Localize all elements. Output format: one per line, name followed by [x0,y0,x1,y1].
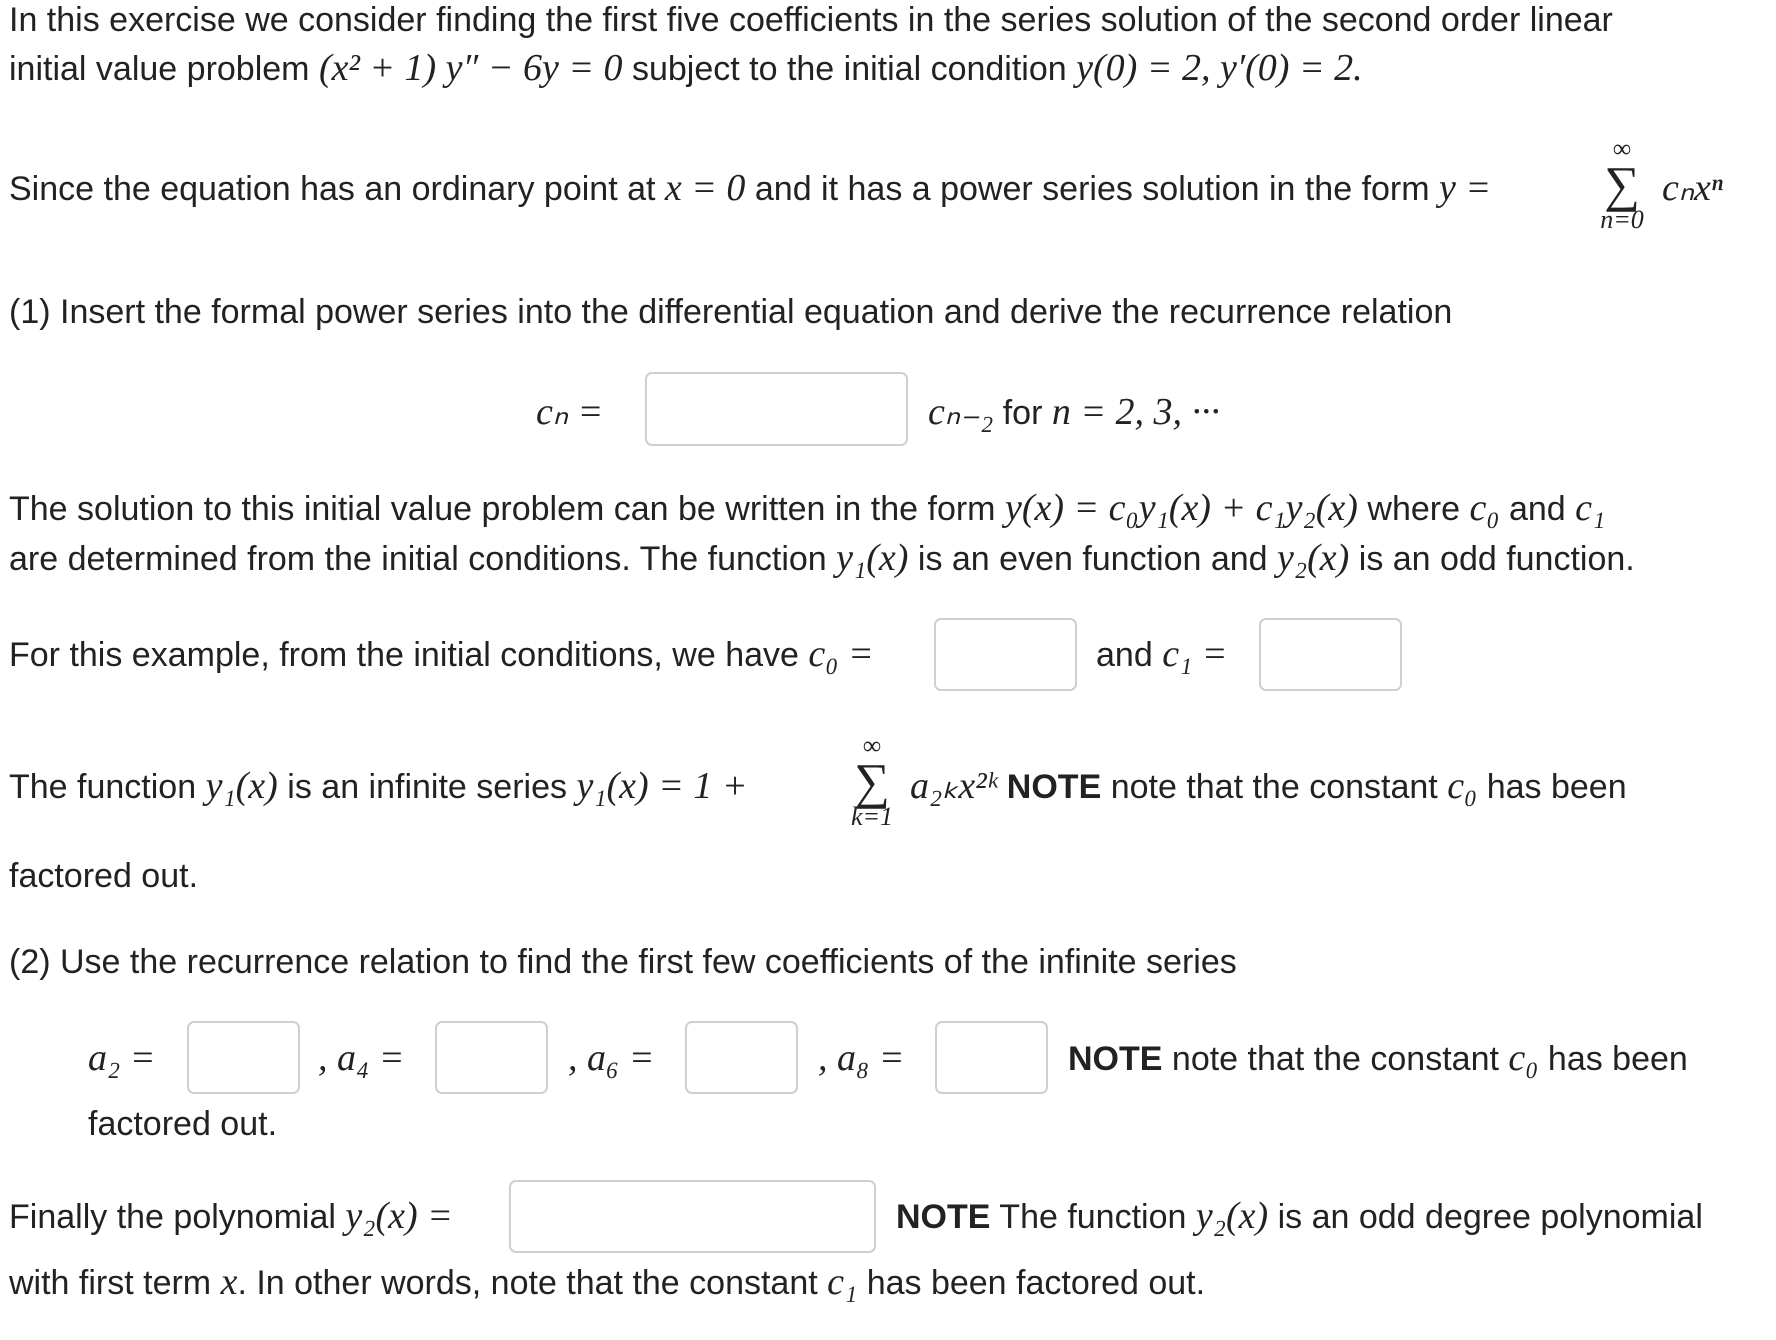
y1-text-b: is an infinite series [287,768,567,806]
y1-sum-lower: k=1 [850,802,894,831]
y1-summand: a₂ₖx²ᵏ [910,765,998,807]
constants-line [9,634,874,675]
a4-label: , a₄ = [318,1037,405,1079]
series-sum-symbol [1592,136,1652,234]
y1-sum-symbol [842,733,902,831]
constants-text: For this example, from the initial conditions, we have [9,636,799,674]
y1-summand-note [910,766,1627,807]
y2-note-text-a: The function [999,1198,1187,1236]
solution-form: y(x) = c₀y₁(x) + c₁y₂(x) [1004,487,1358,529]
c1-label: c₁ = [1162,633,1228,675]
recurrence-rhs: cₙ₋₂ [928,391,994,433]
solution-text-2c: is an odd function. [1358,540,1635,578]
y2-lhs: y₂(x) = [345,1195,453,1237]
a4-input[interactable] [435,1021,548,1094]
intro-text-2b: subject to the initial condition [631,50,1067,88]
y2-note-label: NOTE [896,1198,991,1236]
part2-instruction-text: (2) Use the recurrence relation to find the first few coefficients of the infinite series [9,943,1237,981]
solution-text-1a: The solution to this initial value problem can be written in the form [9,490,996,528]
solution-form-line-2 [9,538,1635,579]
intro-text-1: In this exercise we consider finding the first five coefficients in the series solution of the second order linear [9,1,1613,39]
y2-line2-c1: c₁ [827,1261,858,1303]
ordinary-point: x = 0 [664,167,746,209]
y1-note-label: NOTE [1006,768,1102,806]
ode-equation: (x² + 1) y″ − 6y = 0 [318,47,623,89]
part1-instruction [9,292,1452,332]
a8-label: , a₈ = [818,1037,905,1079]
y1-factored-line [9,856,198,896]
recurrence-for: for [1002,394,1043,432]
intro-line-1 [9,0,1613,40]
ordinary-text-b: and it has a power series solution in the form [754,170,1430,208]
y1-sum-upper: ∞ [862,731,882,760]
c1-input[interactable] [1259,618,1402,691]
y2-text-a: Finally the polynomial [9,1198,336,1236]
part2-note-c0: c₀ [1508,1037,1539,1079]
ordinary-text-a: Since the equation has an ordinary point at [9,170,656,208]
a6-input[interactable] [685,1021,798,1094]
intro-text-2a: initial value problem [9,50,310,88]
part2-note [1068,1038,1688,1079]
solution-c0: c₀ [1469,487,1500,529]
solution-form-line-1 [9,488,1605,529]
solution-text-2b: is an even function and [917,540,1268,578]
a2-label: a₂ = [88,1037,156,1079]
y2-line2-b: . In other words, note that the constant [237,1264,818,1302]
sum-lower-limit: n=0 [1600,205,1644,234]
part2-note-label: NOTE [1068,1040,1163,1078]
part2-instruction [9,942,1237,982]
y2-note [896,1196,1703,1237]
initial-conditions: y(0) = 2, y′(0) = 2. [1076,47,1363,89]
y2-line [9,1196,453,1237]
sigma-icon: ∑ [1604,156,1640,212]
recurrence-answer-input[interactable] [645,372,908,446]
y2-note-text-b: is an odd degree polynomial [1277,1198,1703,1236]
solution-y1: y₁(x) [836,537,909,579]
intro-line-2 [9,48,1363,89]
y1-symbol: y₁(x) [205,765,278,807]
y1-note-c0: c₀ [1447,765,1478,807]
y2-input[interactable] [509,1180,876,1253]
part1-instruction-text: (1) Insert the formal power series into the differential equation and derive the recurrence relation [9,293,1453,331]
y1-note-tail: has been [1486,768,1627,806]
c0-label: c₀ = [808,633,874,675]
part2-factored-text: factored out. [88,1105,278,1143]
y2-line2-x: x [220,1261,238,1303]
c0-input[interactable] [934,618,1077,691]
y2-line2-c: has been factored out. [866,1264,1206,1302]
y2-note-symbol: y₂(x) [1195,1195,1269,1237]
solution-text-1b: where [1367,490,1460,528]
ordinary-point-line [9,168,1491,209]
part2-note-text: note that the constant [1171,1040,1499,1078]
solution-y2: y₂(x) [1277,537,1350,579]
sigma-icon: ∑ [854,753,890,809]
part2-note-tail: has been [1547,1040,1688,1078]
sum-upper-limit: ∞ [1612,134,1632,163]
series-summand: cₙxⁿ [1662,167,1723,209]
series-lhs: y = [1439,167,1492,209]
recurrence-lhs: cₙ = [536,391,604,433]
solution-and: and [1508,490,1566,528]
a6-label: , a₆ = [568,1037,655,1079]
solution-text-2a: are determined from the initial conditions. The function [9,540,827,578]
solution-c1: c₁ [1575,487,1606,529]
a8-input[interactable] [935,1021,1048,1094]
y2-line2-a: with first term [9,1264,212,1302]
y1-series-line [9,766,747,807]
y1-factored-text: factored out. [9,857,199,895]
a2-input[interactable] [187,1021,300,1094]
y1-note-text: note that the constant [1110,768,1438,806]
y1-text-a: The function [9,768,197,806]
recurrence-rhs-line [928,392,1220,433]
constants-and: and [1096,636,1153,674]
recurrence-range: n = 2, 3, ··· [1051,391,1221,433]
c1-label-group [1096,634,1227,675]
y1-series-lhs: y₁(x) = 1 + [576,765,748,807]
part2-factored-line [88,1104,277,1144]
y2-line-2 [9,1262,1205,1303]
